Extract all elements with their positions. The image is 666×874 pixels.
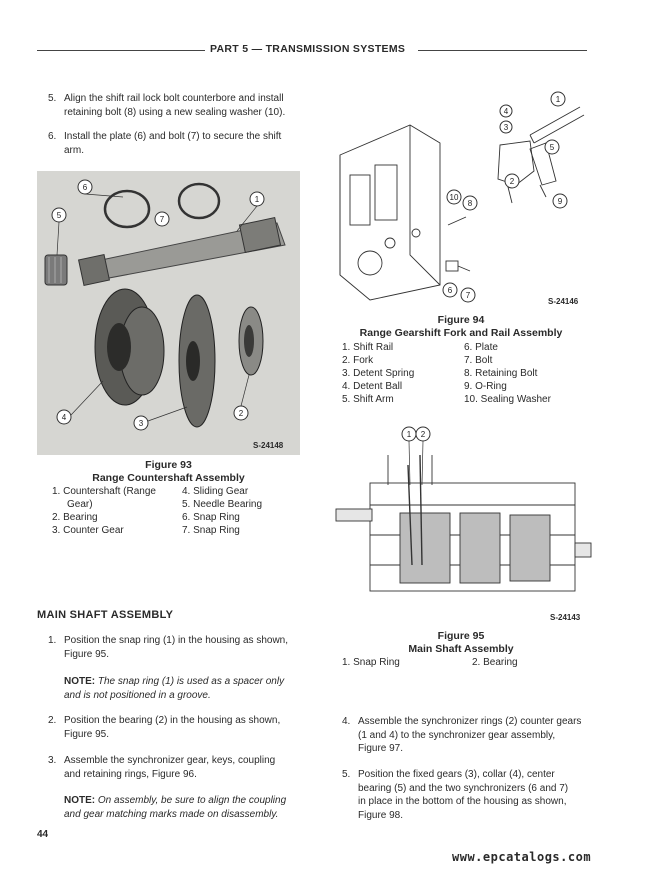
svg-text:3: 3 bbox=[503, 123, 509, 132]
figure-94-code: S-24146 bbox=[548, 297, 579, 306]
header-rule-left bbox=[37, 50, 205, 51]
note-2: NOTE: On assembly, be sure to align the coupling and gear matching marks made on disassembly. bbox=[64, 795, 287, 820]
main-step-1: 1. Position the snap ring (1) in the housing as shown, Figure 95. bbox=[48, 635, 289, 660]
step-6: 6. Install the plate (6) and bolt (7) to secure the shift arm. bbox=[48, 131, 282, 156]
figure-93-legend: 1. Countershaft (Range Gear) 2. Bearing 3. Counter Gear 4. Sliding Gear 5. Needle Bearing 6. Snap Ring 7. Snap Ring bbox=[52, 486, 263, 536]
gearshift-fork-illustration bbox=[330, 85, 592, 307]
main-step-3: 3. Assemble the synchronizer gear, keys, coupling and retaining rings, Figure 96. bbox=[48, 755, 276, 780]
countershaft-illustration bbox=[37, 171, 300, 455]
page-number: 44 bbox=[37, 829, 49, 840]
svg-text:6: 6 bbox=[82, 183, 88, 192]
figure-95-legend: 1. Snap Ring 2. Bearing bbox=[342, 657, 518, 668]
header-rule-right bbox=[418, 50, 587, 51]
svg-text:1: 1 bbox=[254, 195, 260, 204]
figure-94-legend: 1. Shift Rail 2. Fork 3. Detent Spring 4. Detent Ball 5. Shift Arm 6. Plate 7. Bolt 8. Retaining Bolt 9. O-Ring 10. Sealing Washer bbox=[342, 342, 551, 405]
right-step-5: 5. Position the fixed gears (3), collar (4), center bearing (5) and the two synchronizers (6 and 7) in place in the bottom of the housing as shown, Figure 98. bbox=[342, 769, 569, 821]
svg-text:6: 6 bbox=[447, 286, 453, 295]
svg-text:7: 7 bbox=[159, 215, 165, 224]
svg-text:5: 5 bbox=[549, 143, 555, 152]
svg-text:4: 4 bbox=[61, 413, 67, 422]
figure-93-code: S-24148 bbox=[253, 441, 284, 450]
step-5: 5. Align the shift rail lock bolt counterbore and install retaining bolt (8) using a new sealing washer (10). bbox=[48, 93, 286, 118]
figure-95-title: Figure 95 Main Shaft Assembly bbox=[408, 630, 514, 655]
section-title: PART 5 — TRANSMISSION SYSTEMS bbox=[210, 43, 406, 55]
svg-text:2: 2 bbox=[238, 409, 244, 418]
svg-text:2: 2 bbox=[509, 177, 515, 186]
svg-text:8: 8 bbox=[467, 199, 473, 208]
right-step-4: 4. Assemble the synchronizer rings (2) counter gears (1 and 4) to the synchronizer gear assembly, Figure 97. bbox=[342, 716, 582, 754]
main-shaft-heading: MAIN SHAFT ASSEMBLY bbox=[37, 609, 174, 621]
figure-95-drawing bbox=[330, 425, 592, 625]
main-shaft-illustration bbox=[330, 425, 592, 600]
svg-text:2: 2 bbox=[420, 430, 426, 439]
svg-text:7: 7 bbox=[465, 291, 471, 300]
svg-text:10: 10 bbox=[449, 193, 459, 202]
note-1: NOTE: The snap ring (1) is used as a spacer only and is not positioned in a groove. bbox=[64, 676, 285, 701]
svg-text:4: 4 bbox=[503, 107, 509, 116]
main-step-2: 2. Position the bearing (2) in the housing as shown, Figure 95. bbox=[48, 715, 281, 740]
watermark-url[interactable]: www.epcatalogs.com bbox=[452, 850, 592, 864]
figure-94-title: Figure 94 Range Gearshift Fork and Rail Assembly bbox=[359, 314, 563, 339]
svg-text:5: 5 bbox=[56, 211, 62, 220]
svg-text:1: 1 bbox=[555, 95, 561, 104]
svg-text:1: 1 bbox=[406, 430, 412, 439]
figure-95-code: S-24143 bbox=[550, 613, 581, 622]
svg-text:9: 9 bbox=[557, 197, 563, 206]
svg-text:3: 3 bbox=[138, 419, 144, 428]
figure-94-drawing bbox=[330, 85, 592, 307]
figure-93-title: Figure 93 Range Countershaft Assembly bbox=[92, 459, 245, 484]
figure-93-photo bbox=[37, 171, 300, 455]
